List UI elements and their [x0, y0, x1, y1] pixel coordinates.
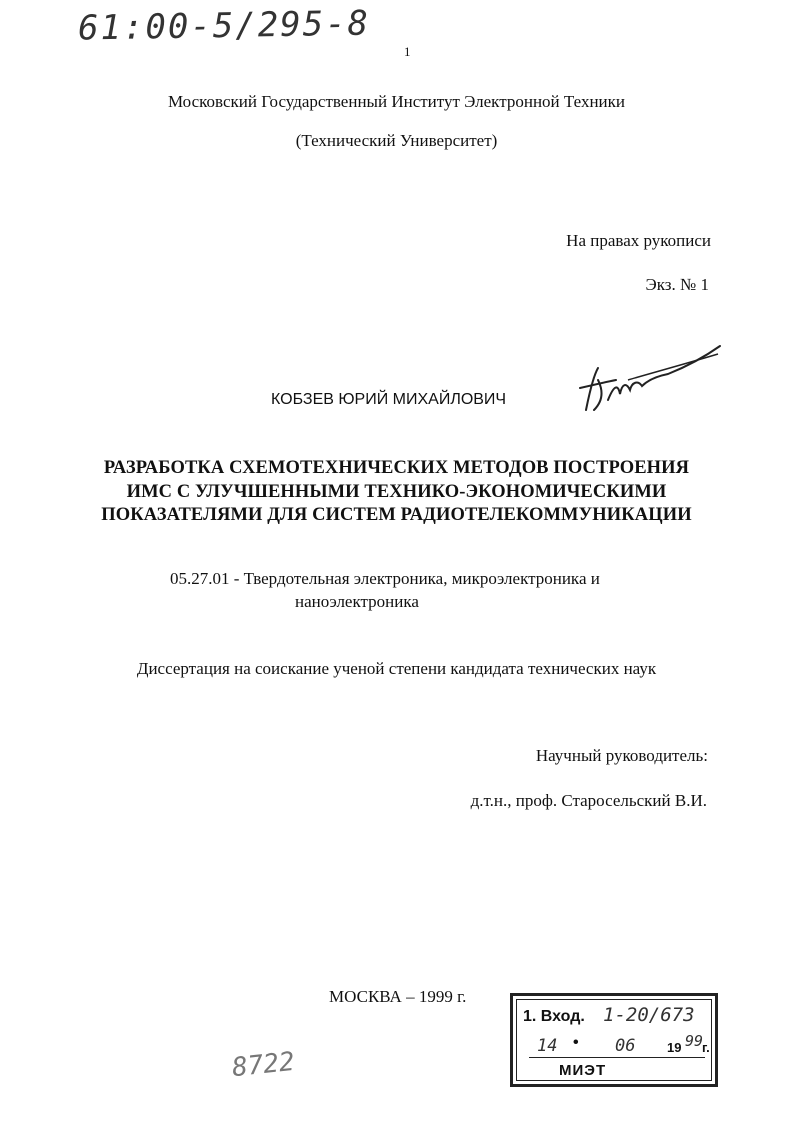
thesis-title-line-2: ИМС С УЛУЧШЕННЫМИ ТЕХНИКО-ЭКОНОМИЧЕСКИМИ: [126, 482, 667, 502]
stamp-year-end: г.: [702, 1040, 710, 1055]
stamp-entry-label: 1. Вход.: [523, 1008, 585, 1025]
handwritten-number: 8722: [230, 1046, 297, 1084]
stamp-org: МИЭТ: [559, 1062, 607, 1079]
stamp-entry-value: 1-20/673: [603, 1004, 695, 1026]
stamp-dot: •: [573, 1034, 579, 1051]
supervisor-label: Научный руководитель:: [535, 746, 708, 765]
institute-name: Московский Государственный Институт Электронной Техники: [167, 92, 626, 111]
registration-stamp: [510, 993, 718, 1087]
stamp-month: 06: [615, 1036, 636, 1056]
supervisor-name: д.т.н., проф. Старосельский В.И.: [470, 791, 707, 810]
stamp-date-underline: [529, 1057, 705, 1058]
signature-image: [568, 340, 728, 425]
stamp-year-prefix: 19: [667, 1040, 682, 1055]
archive-code: 61:00-5/295-8: [77, 3, 371, 49]
specialty-line-1: 05.27.01 - Твердотельная электроника, микроэлектроника и: [170, 569, 600, 588]
city-year: МОСКВА – 1999 г.: [329, 987, 467, 1006]
thesis-title-line-3: ПОКАЗАТЕЛЯМИ ДЛЯ СИСТЕМ РАДИОТЕЛЕКОММУНИКАЦИИ: [101, 505, 692, 525]
stamp-day: 14: [537, 1036, 558, 1056]
rights-note: На правах рукописи: [566, 231, 711, 250]
page-number: 1: [404, 44, 411, 59]
dissertation-note: Диссертация на соискание ученой степени кандидата технических наук: [136, 659, 657, 678]
copy-number: Экз. № 1: [645, 275, 709, 294]
stamp-year-suffix: 99: [685, 1032, 704, 1050]
thesis-title-line-1: РАЗРАБОТКА СХЕМОТЕХНИЧЕСКИХ МЕТОДОВ ПОСТРОЕНИЯ: [103, 458, 690, 478]
author-name: КОБЗЕВ ЮРИЙ МИХАЙЛОВИЧ: [271, 391, 507, 408]
specialty-line-2: наноэлектроника: [295, 592, 419, 611]
institute-subtitle: (Технический Университет): [295, 131, 498, 150]
